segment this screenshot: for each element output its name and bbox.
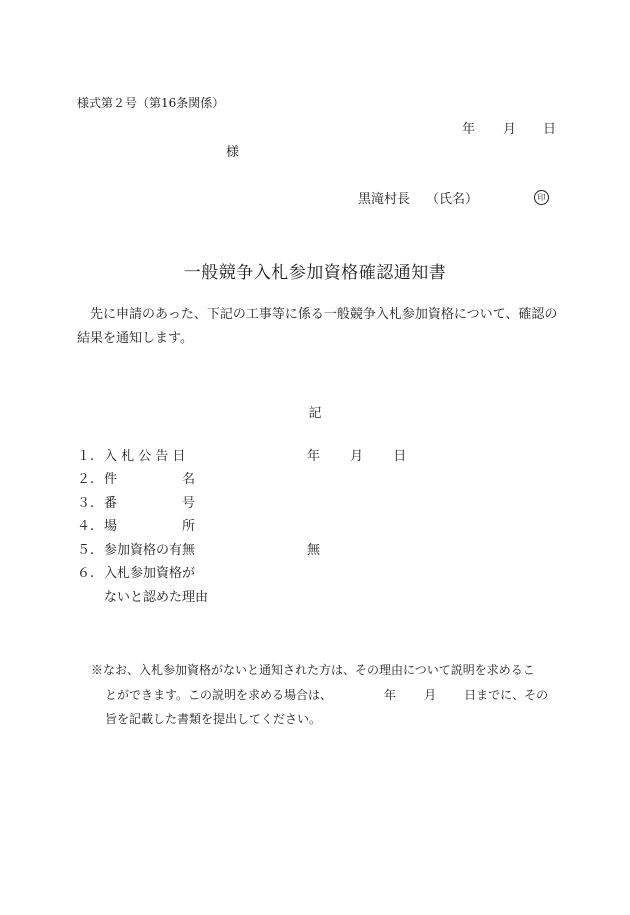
item-label: 番 号	[104, 496, 196, 511]
document-title: 一般競争入札参加資格確認通知書	[183, 263, 447, 283]
issuer-name-label: （氏名）	[426, 192, 479, 207]
list-item	[77, 493, 224, 515]
note-line-2-tail: 日までに、その	[464, 687, 549, 702]
item-label: ないと認めた理由	[104, 590, 209, 605]
list-item	[77, 563, 224, 585]
item-number: ３.	[77, 496, 95, 511]
item-number: ５.	[77, 543, 95, 558]
item-label: 場 所	[104, 519, 196, 534]
date-year: 年	[462, 122, 476, 137]
body-paragraph: 先に申請のあった、下記の工事等に係る一般競争入札参加資格について、確認の結果を通知します。	[77, 307, 558, 346]
date-month: 月	[503, 122, 517, 137]
list-item	[77, 446, 407, 468]
note-deadline-year: 年	[384, 687, 397, 702]
list-item	[77, 469, 224, 491]
note-deadline-month: 月	[424, 687, 437, 702]
issuer-title: 黒滝村長	[358, 192, 411, 207]
item-label: 参加資格の有無	[104, 543, 196, 558]
note-line-2-text: とができます。この説明を求める場合は、	[105, 687, 333, 702]
list-item	[77, 587, 224, 609]
item-number: １.	[77, 449, 95, 464]
ki-heading: 記	[308, 406, 322, 421]
item-label: 件 名	[104, 472, 196, 487]
seal-icon: 印	[534, 190, 549, 205]
item-number: ２.	[77, 472, 95, 487]
item-number: ６.	[77, 566, 95, 581]
note-paragraph	[91, 658, 557, 732]
list-item	[77, 516, 224, 538]
item-label: 入札参加資格が	[104, 566, 196, 581]
seal-mark	[534, 189, 549, 205]
list-item	[77, 540, 321, 562]
addressee-honorific: 様	[226, 145, 240, 160]
item-value: 年 月 日	[307, 449, 407, 464]
date-day: 日	[543, 122, 557, 137]
item-number: ４.	[77, 519, 95, 534]
item-value: 無	[307, 543, 321, 558]
item-label: 入 札 公 告 日	[104, 449, 186, 464]
note-line-1: ※なお、入札参加資格がないと通知された方は、その理由について説明を求めるこ	[91, 663, 535, 677]
note-line-2	[91, 683, 557, 708]
note-line-3: 旨を記載した書類を提出してください。	[105, 712, 322, 726]
form-number: 様式第２号（第16条関係）	[77, 96, 225, 110]
